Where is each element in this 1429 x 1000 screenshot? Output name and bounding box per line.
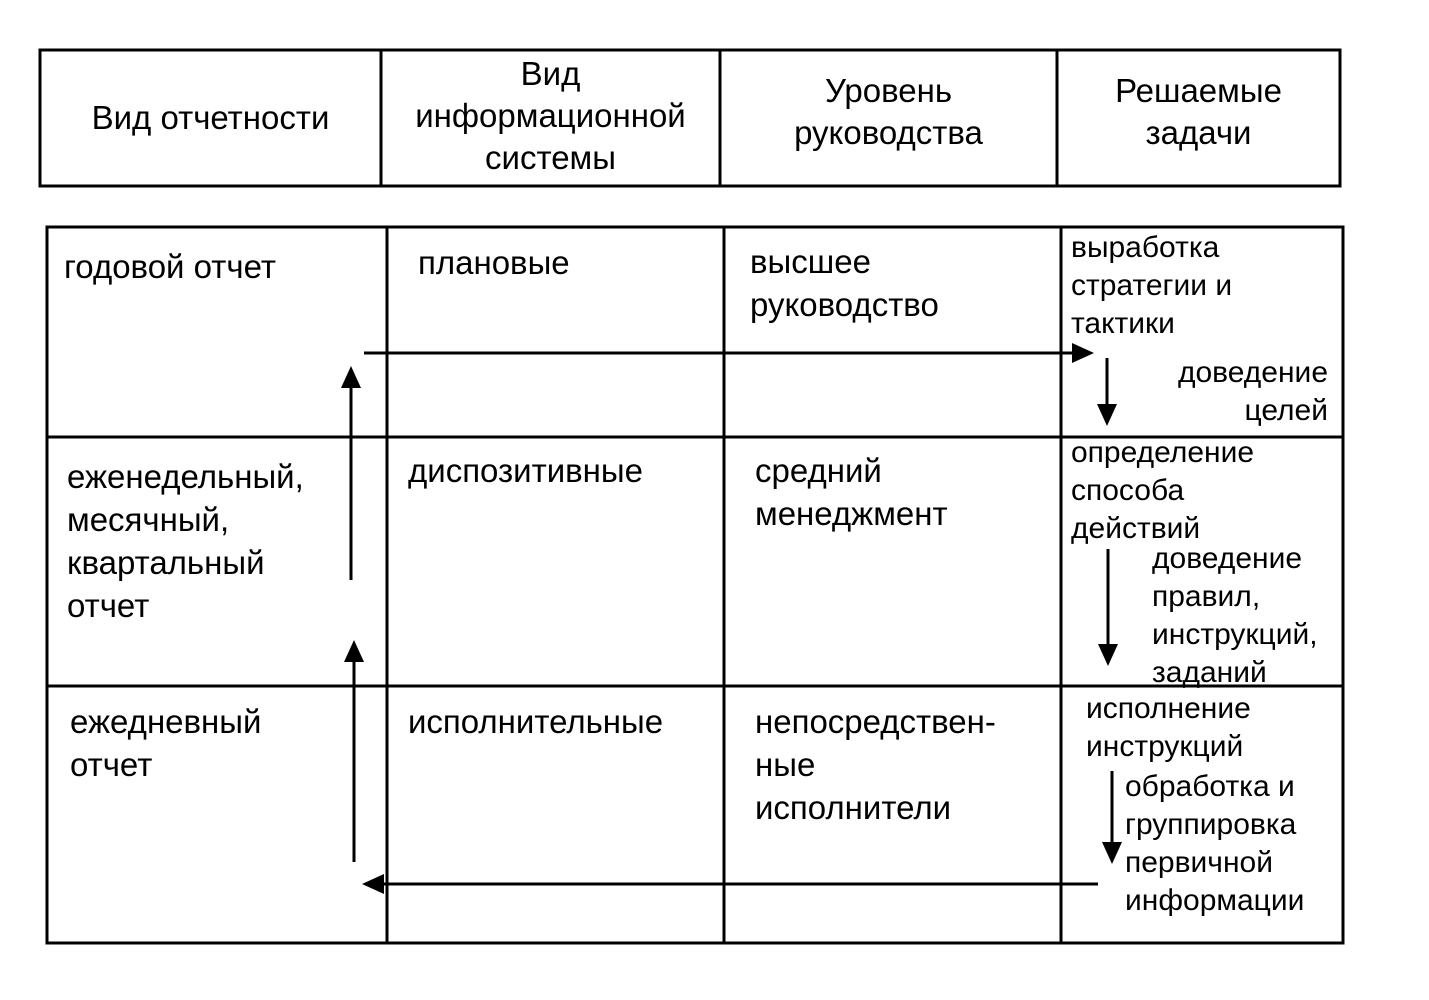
row2-flow: доведение правил, инструкций, заданий	[1152, 542, 1318, 689]
row1-task: выработка стратегии и тактики	[1071, 231, 1233, 340]
row1-flow: доведение целей	[1177, 356, 1328, 427]
header-col-management-level: Уровень руководства	[794, 72, 983, 151]
row3-task: исполнение инструкций	[1086, 692, 1251, 763]
arrow-down-1-head	[1097, 404, 1117, 426]
row1-system: плановые	[418, 244, 570, 281]
header-col-report-type: Вид отчетности	[91, 99, 330, 136]
row2-level: средний менеджмент	[755, 452, 948, 532]
arrow-down-3-head	[1102, 842, 1122, 864]
header-col-tasks: Решаемые задачи	[1115, 72, 1282, 151]
arrow-bottom-left-head	[362, 874, 384, 894]
row2-system: диспозитивные	[408, 452, 643, 489]
row3-level: непосредствен- ные исполнители	[755, 703, 996, 826]
header-col-info-system: Вид информационной системы	[415, 55, 686, 176]
row3-flow: обработка и группировка первичной информации	[1125, 770, 1305, 917]
arrow-top-right-head	[1072, 343, 1094, 363]
row2-task: определение способа действий	[1071, 436, 1255, 545]
arrow-up-upper-head	[341, 366, 361, 388]
row2-report: еженедельный, месячный, квартальный отчет	[67, 458, 304, 624]
row3-report: ежедневный отчет	[70, 703, 262, 783]
arrow-up-lower-head	[344, 640, 364, 662]
arrow-down-2-head	[1098, 644, 1118, 666]
row3-system: исполнительные	[408, 703, 664, 740]
row1-report: годовой отчет	[64, 248, 276, 285]
row1-level: высшее руководство	[750, 243, 939, 323]
